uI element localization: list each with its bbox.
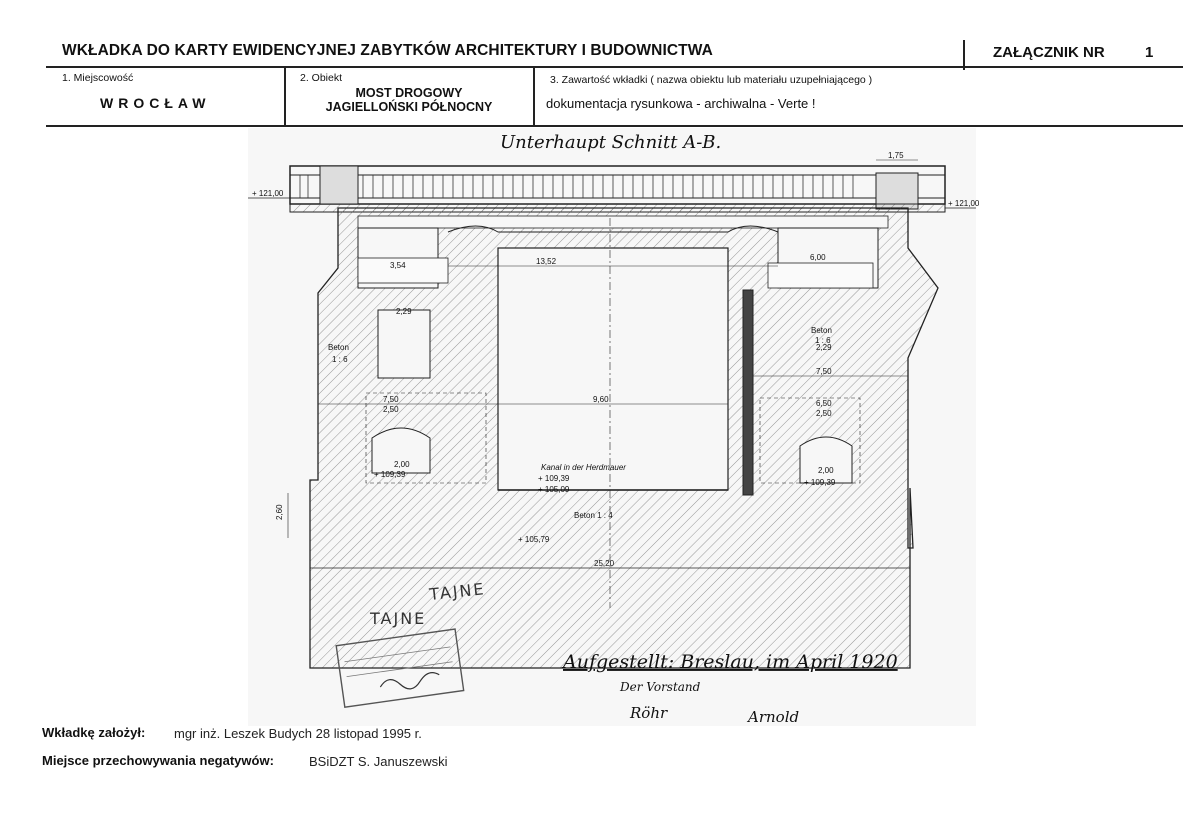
field-divider-2	[533, 68, 535, 126]
dim-7-50-right: 7,50	[816, 367, 832, 376]
attachment-label: ZAŁĄCZNIK NR	[993, 44, 1105, 61]
dim-2-00-left: 2,00	[394, 460, 410, 469]
stamp-tajne-2: TAJNE	[370, 609, 427, 628]
elevation-right: + 121,00	[948, 199, 980, 208]
author-value: mgr inż. Leszek Budych 28 listopad 1995 r.	[174, 726, 422, 741]
lock-section-drawing	[248, 128, 980, 726]
bridge-railing	[290, 166, 945, 212]
beton-left-mix: 1 : 6	[332, 355, 348, 364]
dim-2-60: 2,60	[275, 504, 284, 520]
elevation-left: + 121,00	[252, 189, 284, 198]
masonry-section	[310, 208, 938, 668]
dim-25-20: 25,20	[594, 559, 615, 568]
drawing-title: Unterhaupt Schnitt A-B.	[500, 132, 722, 153]
storage-label: Miejsce przechowywania negatywów:	[42, 753, 274, 768]
attachment-number: 1	[1145, 44, 1154, 61]
dim-6-00: 6,00	[810, 253, 826, 262]
kanal-label: Kanal in der Herdmauer	[541, 463, 626, 472]
dim-3-54: 3,54	[390, 261, 406, 270]
elev-mid-2: + 105,09	[538, 485, 570, 494]
beton-left: Beton	[328, 343, 349, 352]
signature-1: Röhr	[630, 704, 668, 722]
storage-value: BSiDZT S. Januszewski	[309, 754, 448, 769]
elev-mid-1: + 109,39	[538, 474, 570, 483]
dim-2-29-left: 2,29	[396, 307, 412, 316]
object-value	[289, 86, 529, 114]
dim-2-00-right: 2,00	[818, 466, 834, 475]
locality-value: WROCŁAW	[100, 95, 211, 111]
dim-9-60: 9,60	[593, 395, 609, 404]
beton-right: Beton	[811, 326, 832, 335]
signature-role: Der Vorstand	[620, 680, 701, 694]
archival-drawing	[248, 128, 980, 726]
dim-span: 13,52	[536, 257, 557, 266]
object-line-1: MOST DROGOWY	[355, 86, 463, 100]
content-label: 3. Zawartość wkładki ( nazwa obiektu lub materiału uzupełniającego )	[550, 74, 873, 86]
object-line-2: JAGIELLOŃSKI PÓŁNOCNY	[325, 100, 493, 114]
dim-2-50-left: 2,50	[383, 405, 399, 414]
dim-top: 1,75	[888, 151, 904, 160]
header-top-rule	[46, 66, 1183, 68]
elev-109-left: + 109,39	[374, 470, 406, 479]
signature-2: Arnold	[748, 708, 800, 726]
form-title: WKŁADKA DO KARTY EWIDENCYJNEJ ZABYTKÓW ARCHITEKTURY I BUDOWNICTWA	[62, 42, 713, 59]
dim-6-50: 6,50	[816, 399, 832, 408]
locality-label: 1. Miejscowość	[62, 72, 134, 84]
field-divider-1	[284, 68, 286, 126]
elev-109-right: + 109,39	[804, 478, 836, 487]
header-bottom-rule	[46, 125, 1183, 127]
dim-2-29-right: 2,29	[816, 343, 832, 352]
dim-2-50-right: 2,50	[816, 409, 832, 418]
stamp-tajne-1: TAJNE	[428, 579, 487, 604]
dim-7-50-left: 7,50	[383, 395, 399, 404]
elev-bottom: + 105,79	[518, 535, 550, 544]
object-label: 2. Obiekt	[300, 72, 343, 84]
author-label: Wkładkę założył:	[42, 725, 146, 740]
signature-place: Aufgestellt: Breslau, im April 1920	[563, 651, 898, 673]
content-value: dokumentacja rysunkowa - archiwalna - Verte !	[546, 96, 816, 111]
beton-bottom: Beton 1 : 4	[574, 511, 613, 520]
beton-right-mix: 1 : 6	[815, 336, 831, 345]
